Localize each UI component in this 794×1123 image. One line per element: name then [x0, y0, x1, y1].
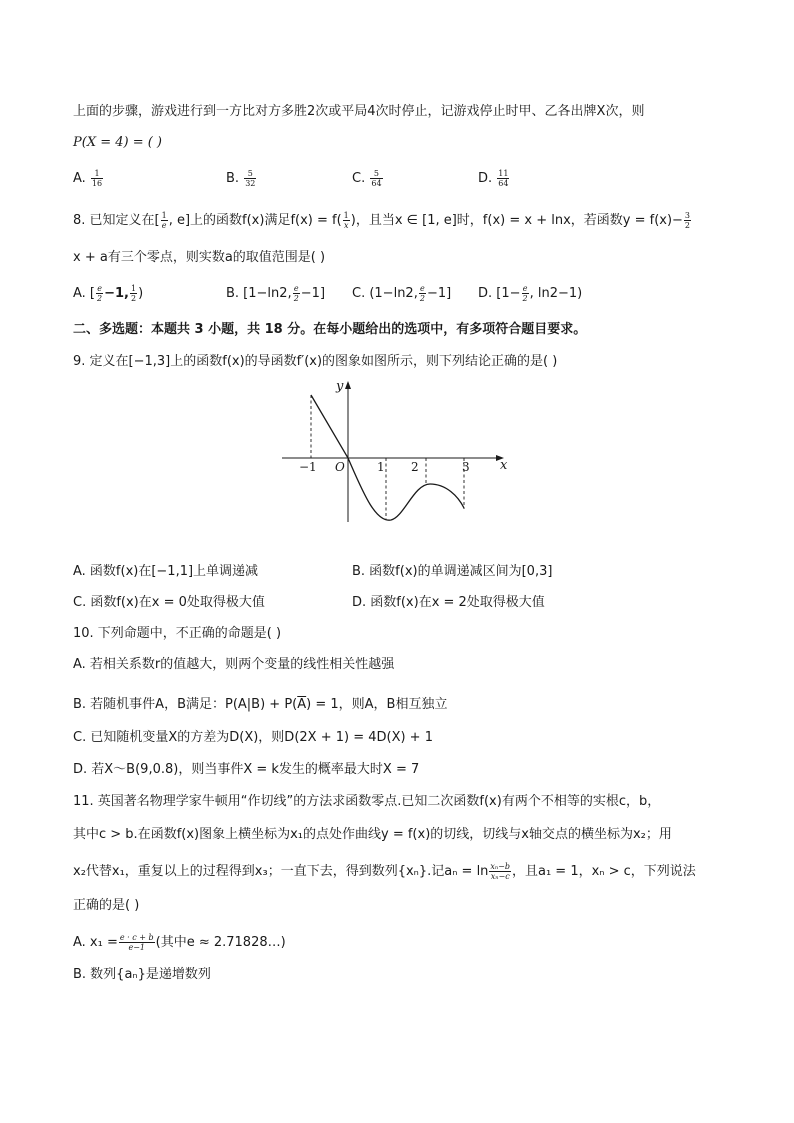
- q11-stem-line2: 其中c > b.在函数f(x)图象上横坐标为x₁的点处作曲线y = f(x)的切线，切线与x轴交点的横坐标为x₂；用: [73, 827, 672, 842]
- q7-option-b-fraction: $\frac{5}{32}$: [245, 169, 256, 188]
- graph-tick-minus1: −1: [299, 460, 317, 474]
- q9-derivative-graph: [270, 370, 520, 530]
- q8-fraction-one-over-x: $\frac{1}{x}$: [343, 211, 349, 230]
- section-heading-multiple-choice: 二、多选题：本题共 3 小题，共 18 分。在每小题给出的选项中，有多项符合题目要求。: [73, 322, 587, 337]
- q9-option-b[interactable]: B. 函数f(x)的单调递减区间为[0,3]: [352, 564, 553, 579]
- q7-option-a-fraction: $\frac{1}{16}$: [91, 169, 103, 188]
- q9-option-a[interactable]: A. 函数f(x)在[−1,1]上单调递减: [73, 564, 259, 579]
- q10-option-b[interactable]: B. 若随机事件A，B满足：$P(A|B) + P(\overline{A}) = 1$，则A，B相互独立: [73, 697, 448, 712]
- graph-tick-2: 2: [411, 460, 419, 474]
- q8-option-a-frac-e2: $\frac{e}{2}$: [97, 284, 103, 303]
- q7-option-d-fraction: $\frac{11}{64}$: [498, 169, 509, 188]
- q8-option-b[interactable]: B. [1−ln2, $\frac{e}{2}$ −1]: [226, 284, 326, 303]
- q11-option-b[interactable]: B. 数列{aₙ}是递增数列: [73, 967, 211, 982]
- q11-stem-line3: x₂代替x₁，重复以上的过程得到x₃；一直下去，得到数列{xₙ}.记aₙ = ln $\frac{\text{xₙ−b}}{\text{xₙ−c}}$ ，且a₁ = 1，xₙ > c，下列说法: [73, 862, 696, 881]
- q8-stem-line1: 8. 已知定义在[ $\frac{1}{e}$ , e]上的函数f(x)满足f(x) = f( $\frac{1}{x}$ )，且当x ∈ [1, e]时，f(x) = x + lnx，若函数y = f(x)− $\frac{3}{2}$: [73, 211, 691, 230]
- q7-option-c-fraction: $\frac{5}{64}$: [371, 169, 382, 188]
- graph-label-x: x: [500, 458, 508, 473]
- q8-fraction-three-halves: $\frac{3}{2}$: [684, 211, 691, 230]
- graph-tick-3: 3: [462, 460, 470, 474]
- q9-option-c[interactable]: C. 函数f(x)在x = 0处取得极大值: [73, 595, 265, 610]
- q11-stem-line1: 11. 英国著名物理学家牛顿用“作切线”的方法求函数零点.已知二次函数f(x)有两个不相等的实根c，b，: [73, 794, 661, 809]
- q8-option-d[interactable]: D. [1− $\frac{e}{2}$ , ln2−1): [478, 284, 583, 303]
- q9-option-d[interactable]: D. 函数f(x)在x = 2处取得极大值: [352, 595, 545, 610]
- q10-option-c[interactable]: C. 已知随机变量X的方差为D(X)，则D(2X + 1) = 4D(X) + 1: [73, 730, 433, 745]
- q7-option-d[interactable]: D. $\frac{11}{64}$: [478, 169, 509, 188]
- q8-option-d-frac-e2: $\frac{e}{2}$: [522, 284, 528, 303]
- q11-option-a-fraction: $\frac{e \cdot c + b}{e-1}$: [119, 933, 154, 952]
- q10-option-d[interactable]: D. 若X～B(9,0.8)，则当事件X = k发生的概率最大时X = 7: [73, 762, 420, 777]
- q9-stem: 9. 定义在[−1,3]上的函数f(x)的导函数f′(x)的图象如图所示，则下列结论正确的是( ): [73, 354, 558, 369]
- q7-option-a[interactable]: A. $\frac{1}{16}$: [73, 169, 103, 188]
- q11-fraction-an: $\frac{\text{xₙ−b}}{\text{xₙ−c}}$: [490, 862, 510, 881]
- graph-label-y: y: [336, 379, 344, 394]
- q8-option-b-frac-e2: $\frac{e}{2}$: [293, 284, 299, 303]
- q7-option-b[interactable]: B. $\frac{5}{32}$: [226, 169, 256, 188]
- q11-stem-line4: 正确的是( ): [73, 898, 140, 913]
- graph-y-axis-arrow: [345, 381, 351, 389]
- q7-option-c[interactable]: C. $\frac{5}{64}$: [352, 169, 382, 188]
- q10-option-a[interactable]: A. 若相关系数r的值越大，则两个变量的线性相关性越强: [73, 657, 395, 672]
- q8-stem-line2: x + a有三个零点，则实数a的取值范围是( ): [73, 250, 326, 265]
- q8-option-a-frac-half: $\frac{1}{2}$: [131, 284, 137, 303]
- graph-tick-1: 1: [377, 460, 385, 474]
- q8-option-a[interactable]: A. [ $\frac{e}{2}$ −1, $\frac{1}{2}$ ): [73, 284, 144, 303]
- q11-option-a[interactable]: A. x₁ = $\frac{e \cdot c + b}{e-1}$ (其中e ≈ 2.71828…): [73, 933, 286, 952]
- q7-stem-line1: 上面的步骤，游戏进行到一方比对方多胜2次或平局4次时停止，记游戏停止时甲、乙各出牌X次，则: [73, 104, 645, 119]
- q8-option-c-frac-e2: $\frac{e}{2}$: [419, 284, 425, 303]
- q10-option-b-complement-a: $\overline{A}$: [297, 697, 307, 712]
- q8-option-c[interactable]: C. (1−ln2, $\frac{e}{2}$ −1]: [352, 284, 452, 303]
- q8-fraction-one-over-e: $\frac{1}{e}$: [161, 211, 167, 230]
- q7-stem-line2: P(X = 4) = ( ): [73, 135, 163, 150]
- q10-stem: 10. 下列命题中，不正确的命题是( ): [73, 626, 282, 641]
- graph-label-origin: O: [335, 460, 345, 474]
